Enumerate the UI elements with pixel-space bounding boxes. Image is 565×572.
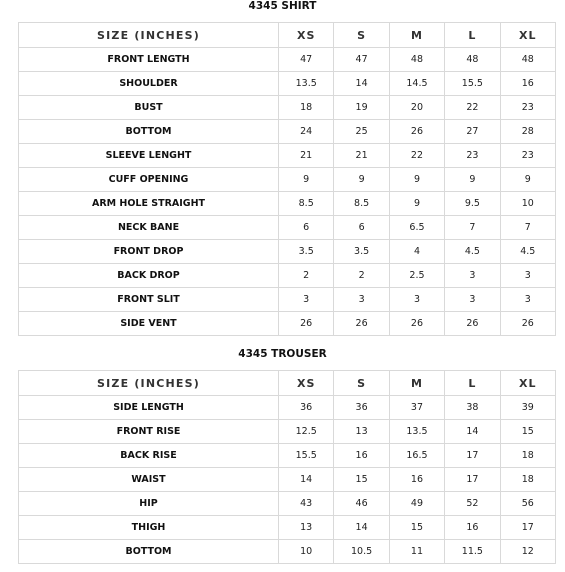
measurement-value: 14.5 (389, 72, 444, 96)
header-row (19, 371, 556, 396)
measurement-value: 9 (445, 168, 500, 192)
size-s-header: S (334, 23, 389, 48)
measurement-value: 12 (500, 540, 555, 564)
table-row (19, 240, 556, 264)
measurement-value: 39 (500, 396, 555, 420)
measurement-value: 52 (445, 492, 500, 516)
size-s-header: S (334, 371, 389, 396)
table-row (19, 144, 556, 168)
measurement-label: FRONT SLIT (19, 288, 279, 312)
measurement-value: 16 (389, 468, 444, 492)
measurement-label: FRONT RISE (19, 420, 279, 444)
size-xs-header: XS (279, 371, 334, 396)
measurement-value: 2.5 (389, 264, 444, 288)
measurement-value: 7 (445, 216, 500, 240)
measurement-value: 18 (500, 468, 555, 492)
measurement-value: 9 (389, 192, 444, 216)
measurement-value: 17 (500, 516, 555, 540)
measurement-value: 21 (279, 144, 334, 168)
measurement-label: SLEEVE LENGHT (19, 144, 279, 168)
measurement-value: 10.5 (334, 540, 389, 564)
measurement-value: 7 (500, 216, 555, 240)
measurement-value: 26 (279, 312, 334, 336)
measurement-value: 14 (334, 516, 389, 540)
measurement-label: WAIST (19, 468, 279, 492)
measurement-value: 48 (389, 48, 444, 72)
table-row (19, 192, 556, 216)
measurement-value: 6 (334, 216, 389, 240)
table-row (19, 420, 556, 444)
size-xs-header: XS (279, 23, 334, 48)
measurement-label: BOTTOM (19, 120, 279, 144)
measurement-value: 36 (279, 396, 334, 420)
measurement-value: 16 (445, 516, 500, 540)
measurement-value: 14 (279, 468, 334, 492)
measurement-value: 15 (389, 516, 444, 540)
measurement-value: 8.5 (279, 192, 334, 216)
measurement-value: 14 (334, 72, 389, 96)
measurement-value: 14 (445, 420, 500, 444)
table-row (19, 468, 556, 492)
measurement-label: SIDE LENGTH (19, 396, 279, 420)
measurement-value: 3.5 (334, 240, 389, 264)
measurement-value: 19 (334, 96, 389, 120)
measurement-value: 2 (279, 264, 334, 288)
measurement-value: 12.5 (279, 420, 334, 444)
size-xl-header: XL (500, 23, 555, 48)
measurement-value: 3 (500, 288, 555, 312)
measurement-value: 26 (500, 312, 555, 336)
measurement-value: 9 (279, 168, 334, 192)
measurement-value: 43 (279, 492, 334, 516)
measurement-value: 22 (445, 96, 500, 120)
table-row (19, 48, 556, 72)
measurement-value: 16 (334, 444, 389, 468)
measurement-value: 6.5 (389, 216, 444, 240)
size-m-header: M (389, 371, 444, 396)
measurement-value: 20 (389, 96, 444, 120)
measurement-value: 25 (334, 120, 389, 144)
size-column-header: SIZE (INCHES) (19, 23, 279, 48)
table-row (19, 264, 556, 288)
measurement-value: 3 (500, 264, 555, 288)
measurement-value: 3 (445, 264, 500, 288)
size-m-header: M (389, 23, 444, 48)
table-row (19, 444, 556, 468)
shirt-size-table (18, 22, 556, 336)
measurement-label: BACK RISE (19, 444, 279, 468)
table-row (19, 492, 556, 516)
measurement-label: BACK DROP (19, 264, 279, 288)
measurement-value: 4.5 (445, 240, 500, 264)
measurement-value: 10 (279, 540, 334, 564)
measurement-value: 3 (445, 288, 500, 312)
measurement-value: 26 (389, 120, 444, 144)
measurement-value: 47 (334, 48, 389, 72)
measurement-value: 13.5 (279, 72, 334, 96)
trouser-table-title: 4345 TROUSER (238, 348, 327, 360)
measurement-label: SIDE VENT (19, 312, 279, 336)
measurement-value: 15 (500, 420, 555, 444)
measurement-value: 9 (500, 168, 555, 192)
measurement-value: 17 (445, 468, 500, 492)
table-row (19, 168, 556, 192)
measurement-value: 11 (389, 540, 444, 564)
measurement-value: 9 (334, 168, 389, 192)
measurement-label: FRONT DROP (19, 240, 279, 264)
measurement-value: 2 (334, 264, 389, 288)
measurement-label: FRONT LENGTH (19, 48, 279, 72)
table-row (19, 540, 556, 564)
size-l-header: L (445, 23, 500, 48)
measurement-value: 16 (500, 72, 555, 96)
measurement-value: 4 (389, 240, 444, 264)
measurement-label: CUFF OPENING (19, 168, 279, 192)
measurement-value: 23 (500, 96, 555, 120)
measurement-value: 9 (389, 168, 444, 192)
measurement-value: 13 (279, 516, 334, 540)
measurement-label: BUST (19, 96, 279, 120)
measurement-label: THIGH (19, 516, 279, 540)
measurement-value: 26 (445, 312, 500, 336)
measurement-value: 6 (279, 216, 334, 240)
measurement-value: 46 (334, 492, 389, 516)
measurement-value: 11.5 (445, 540, 500, 564)
trouser-size-table (18, 370, 556, 564)
table-row (19, 72, 556, 96)
measurement-value: 13 (334, 420, 389, 444)
measurement-value: 48 (500, 48, 555, 72)
measurement-value: 3.5 (279, 240, 334, 264)
table-row (19, 516, 556, 540)
measurement-value: 28 (500, 120, 555, 144)
header-row (19, 23, 556, 48)
measurement-value: 26 (389, 312, 444, 336)
measurement-value: 23 (445, 144, 500, 168)
table-row (19, 396, 556, 420)
measurement-label: BOTTOM (19, 540, 279, 564)
measurement-value: 4.5 (500, 240, 555, 264)
measurement-value: 10 (500, 192, 555, 216)
measurement-value: 47 (279, 48, 334, 72)
measurement-value: 21 (334, 144, 389, 168)
measurement-label: NECK BANE (19, 216, 279, 240)
table-row (19, 312, 556, 336)
measurement-value: 27 (445, 120, 500, 144)
measurement-value: 15.5 (445, 72, 500, 96)
measurement-value: 16.5 (389, 444, 444, 468)
measurement-value: 18 (279, 96, 334, 120)
measurement-value: 18 (500, 444, 555, 468)
measurement-value: 8.5 (334, 192, 389, 216)
measurement-value: 3 (334, 288, 389, 312)
measurement-label: HIP (19, 492, 279, 516)
measurement-value: 15 (334, 468, 389, 492)
measurement-value: 38 (445, 396, 500, 420)
size-l-header: L (445, 371, 500, 396)
measurement-value: 9.5 (445, 192, 500, 216)
measurement-value: 3 (389, 288, 444, 312)
measurement-value: 3 (279, 288, 334, 312)
table-row (19, 96, 556, 120)
measurement-value: 23 (500, 144, 555, 168)
measurement-value: 26 (334, 312, 389, 336)
measurement-value: 24 (279, 120, 334, 144)
shirt-table-title: 4345 SHIRT (248, 0, 317, 12)
size-xl-header: XL (500, 371, 555, 396)
table-row (19, 120, 556, 144)
measurement-value: 22 (389, 144, 444, 168)
measurement-value: 48 (445, 48, 500, 72)
measurement-value: 49 (389, 492, 444, 516)
measurement-value: 36 (334, 396, 389, 420)
table-row (19, 216, 556, 240)
measurement-value: 13.5 (389, 420, 444, 444)
size-column-header: SIZE (INCHES) (19, 371, 279, 396)
measurement-label: ARM HOLE STRAIGHT (19, 192, 279, 216)
measurement-value: 37 (389, 396, 444, 420)
measurement-value: 56 (500, 492, 555, 516)
table-row (19, 288, 556, 312)
measurement-value: 17 (445, 444, 500, 468)
measurement-value: 15.5 (279, 444, 334, 468)
measurement-label: SHOULDER (19, 72, 279, 96)
